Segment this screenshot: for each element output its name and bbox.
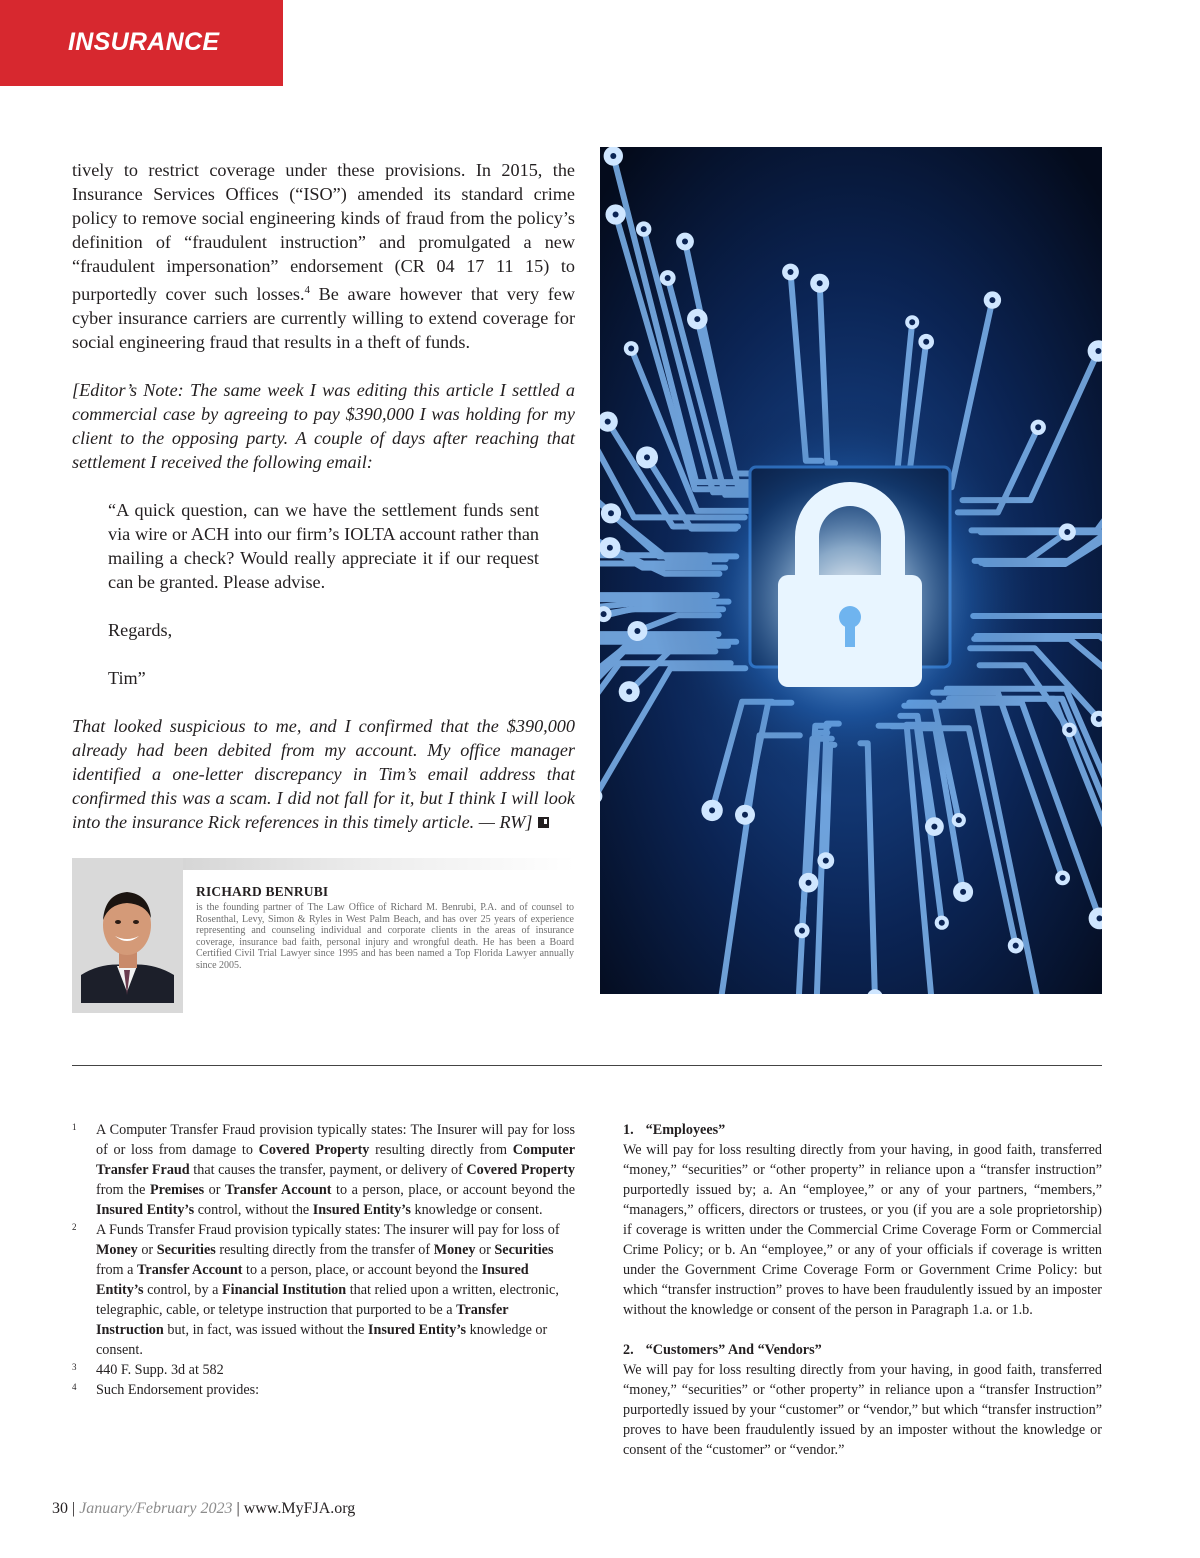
- closing-text: That looked suspicious to me, and I confirmed that the $390,000 already had been debited from my account. My office manager identified a one-letter discrepancy in Tim’s email address that confirmed this was a scam. I did not fall for it, but I think I will look into the insurance Rick references in this timely article. — RW]: [72, 716, 575, 833]
- circuit-pad: [799, 873, 819, 893]
- endorsement-text-1: We will pay for loss resulting directly from your having, in good faith, transferred “money,” “securities” or “other property” in reliance upon a “transfer instruction” purportedly issued by; a. An “employee,” or any of your partners, “members,” “managers,” officers, directors or trustees, or you (if you are a sole proprietorship) if coverage is written under the Commercial Crime Coverage Form or Commercial Crime Policy; or b. An “employee,” or any of your officials if coverage is written under the Government Crime Coverage Form or Government Crime Policy: but which “transfer instruction” proves to have been fraudulently issued by an imposter without the knowledge or consent of the person in Paragraph 1.a. or 1.b.: [623, 1142, 1102, 1318]
- defined-term: Covered Property: [258, 1142, 370, 1158]
- circuit-pad: [1062, 723, 1077, 738]
- circuit-pad: [782, 264, 799, 281]
- endorsement-text-2: We will pay for loss resulting directly from your having, in good faith, transferred “money,” “securities” or “other property” in reliance upon a “transfer Instruction” purportedly issued by your “customer” or “vendor,” but which “transfer instruction” proves to have been fraudulently issued by an imposter without the knowledge or consent of the “customer” or “vendor.”: [623, 1362, 1102, 1458]
- circuit-pad: [735, 805, 755, 825]
- footer-separator: |: [236, 1500, 240, 1517]
- footnote-text: Such Endorsement provides:: [96, 1382, 260, 1398]
- defined-term: Securities: [494, 1242, 554, 1258]
- footnote-text: control, by a: [143, 1282, 222, 1298]
- circuit-pad: [918, 334, 934, 350]
- author-bio-box: [72, 858, 575, 1013]
- section-title: “Customers” And “Vendors”: [645, 1342, 822, 1358]
- defined-term: Money: [96, 1242, 138, 1258]
- footnote-number: 2: [72, 1222, 77, 1232]
- circuit-pad: [952, 813, 966, 827]
- editor-closing: [72, 714, 575, 834]
- circuit-pad: [601, 503, 621, 523]
- defined-term: Transfer Instruction: [96, 1302, 509, 1338]
- footnote-text: resulting directly from: [369, 1142, 513, 1158]
- section-title: “Employees”: [645, 1122, 726, 1138]
- issue-date: January/February 2023: [79, 1500, 233, 1517]
- endorsement-column: [623, 1120, 1102, 1460]
- footer-separator: |: [72, 1500, 76, 1517]
- defined-term: Insured Entity’s: [367, 1322, 467, 1338]
- circuit-pad: [1031, 420, 1046, 435]
- circuit-pad: [636, 221, 651, 236]
- email-quote-body: “A quick question, can we have the settlement funds sent via wire or ACH into our firm’s IOLTA account rather than mailing a check? Would really appreciate it if our request can be granted. Please advise.: [108, 500, 539, 593]
- footnote-text: A Computer Transfer Fraud provision typically states: The Insurer will pay for loss of or loss from damage to: [96, 1122, 575, 1158]
- circuit-pad: [953, 882, 973, 902]
- footnote-ref[interactable]: 4: [304, 284, 311, 296]
- author-bio: is the founding partner of The Law Office of Richard M. Benrubi, P.A. and of counsel to Rosenthal, Levy, Simon & Ryles in West Palm Beach, and has over 25 years of experience representing and counseling individual and corporate clients in the areas of insurance coverage, insurance bad faith, personal injury and wrongful death. He has been a Board Certified Civil Trial Lawyer since 1995 and has been named a Top Florida Lawyer annually since 2005.: [196, 902, 574, 971]
- footnote-1: [72, 1120, 575, 1220]
- footnote-number: 4: [72, 1382, 77, 1392]
- circuit-pad: [606, 204, 626, 224]
- defined-term: Insured Entity’s: [96, 1262, 529, 1298]
- circuit-pad: [619, 681, 640, 702]
- author-photo: [81, 870, 174, 1003]
- footnote-text: to a person, place, or account beyond the: [242, 1262, 482, 1278]
- circuit-pad: [1055, 871, 1070, 886]
- footnote-number: 1: [72, 1122, 77, 1132]
- defined-term: Insured Entity’s: [96, 1202, 195, 1218]
- section-banner: [0, 0, 283, 86]
- defined-term: Premises: [150, 1182, 205, 1198]
- defined-term: Securities: [156, 1242, 216, 1258]
- circuit-pad: [905, 315, 919, 329]
- defined-term: Transfer Account: [225, 1182, 332, 1198]
- defined-term: Financial Institution: [221, 1282, 347, 1298]
- end-of-article-icon: [538, 817, 549, 828]
- footnote-text: that relied upon a written, electronic, telegraphic, cable, or teletype instruction that purported to be a: [96, 1282, 559, 1318]
- circuit-pad: [984, 291, 1001, 308]
- circuit-pad: [600, 537, 621, 558]
- footnote-3: [72, 1360, 575, 1380]
- footnote-text: from the: [96, 1182, 150, 1198]
- defined-term: Transfer Account: [136, 1262, 243, 1278]
- section-number: 1.: [623, 1122, 634, 1138]
- footnote-text: resulting directly from the transfer of: [215, 1242, 434, 1258]
- defined-term: Money: [433, 1242, 476, 1258]
- circuit-pad: [604, 147, 623, 166]
- circuit-pad: [925, 817, 944, 836]
- footnote-number: 3: [72, 1362, 77, 1372]
- endorsement-heading-1: [623, 1120, 1102, 1140]
- circuit-pad: [687, 309, 708, 330]
- footnote-text: 440 F. Supp. 3d at 582: [96, 1362, 224, 1378]
- footnote-4: [72, 1380, 575, 1400]
- editor-note: [Editor’s Note: The same week I was editing this article I settled a commercial case by agreeing to pay $390,000 I was holding for my client to the opposing party. A couple of days after reaching that settlement I received the following email:: [72, 380, 575, 473]
- footnote-text: or: [137, 1242, 157, 1258]
- footnote-text: from a: [96, 1262, 137, 1278]
- article-body: [72, 158, 575, 834]
- circuit-pad: [636, 446, 658, 468]
- circuit-pad: [1059, 523, 1076, 540]
- footnote-text: A Funds Transfer Fraud provision typically states: The insurer will pay for loss of: [96, 1222, 560, 1238]
- footnote-text: that causes the transfer, payment, or delivery of: [189, 1162, 467, 1178]
- section-label: INSURANCE: [68, 28, 220, 56]
- defined-term: Covered Property: [466, 1162, 575, 1178]
- circuit-pad: [1008, 938, 1024, 954]
- footnote-text: but, in fact, was issued without the: [163, 1322, 368, 1338]
- footnote-text: knowledge or consent.: [96, 1322, 548, 1358]
- circuit-pad: [676, 233, 694, 251]
- paragraph-text: tively to restrict coverage under these provisions. In 2015, the Insurance Services Offices (“ISO”) amended its standard crime policy to remove social engineering kinds of fraud from the policy’s definition of “fraudulent instruction” and promulgated a new “fraudulent impersonation” endorsement (CR 04 17 11 15) to purportedly cover such losses.: [72, 160, 575, 305]
- footnote-2: [72, 1220, 575, 1360]
- email-quote-signature: Tim”: [108, 668, 146, 689]
- email-quote-regards: Regards,: [108, 620, 173, 641]
- circuit-pad: [624, 341, 639, 356]
- circuit-pad: [810, 274, 829, 293]
- footnote-text: control, without the: [194, 1202, 313, 1218]
- circuit-pad: [935, 916, 949, 930]
- circuit-pad: [794, 923, 809, 938]
- footnote-text: or: [204, 1182, 226, 1198]
- page-footer: [52, 1500, 355, 1518]
- website-link[interactable]: www.MyFJA.org: [243, 1500, 356, 1517]
- defined-term: Insured Entity’s: [312, 1202, 411, 1218]
- endorsement-heading-2: [623, 1340, 1102, 1360]
- footnote-divider: [72, 1065, 1102, 1066]
- article-paragraph: [72, 158, 575, 354]
- circuit-pad: [660, 270, 676, 286]
- section-number: 2.: [623, 1342, 634, 1358]
- footnotes-column: [72, 1120, 575, 1400]
- defined-term: Computer Transfer Fraud: [96, 1142, 575, 1178]
- footnote-text: to a person, place, or account beyond the: [331, 1182, 575, 1198]
- author-name: RICHARD BENRUBI: [196, 884, 329, 899]
- footnote-text: knowledge or consent.: [410, 1202, 543, 1218]
- circuit-pad: [627, 621, 647, 641]
- page-number: 30: [52, 1500, 68, 1517]
- paragraph-text-tail: Be aware however that very few cyber insurance carriers are currently willing to extend coverage for social engineering fraud that results in a theft of funds.: [72, 284, 575, 353]
- circuit-pad: [817, 852, 834, 869]
- footnote-text: or: [475, 1242, 495, 1258]
- author-photo-frame: [72, 858, 183, 1013]
- circuit-lock-image: [600, 147, 1102, 994]
- circuit-pad: [701, 800, 722, 821]
